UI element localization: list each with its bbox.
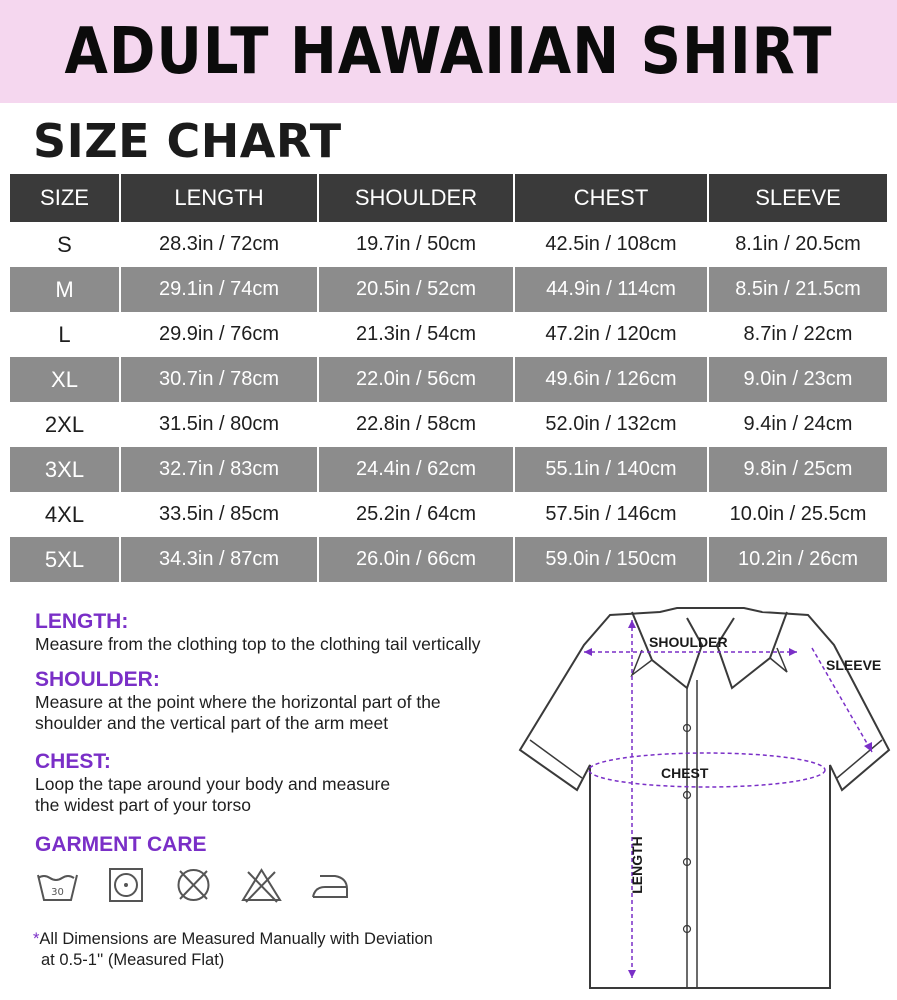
table-row bbox=[10, 492, 887, 537]
shoulder-cell: 22.8in / 58cm bbox=[319, 402, 515, 447]
length-cell: 28.3in / 72cm bbox=[121, 222, 319, 267]
shoulder-cell: 26.0in / 66cm bbox=[319, 537, 515, 582]
garment-care-title: GARMENT CARE bbox=[35, 833, 207, 856]
length-cell: 30.7in / 78cm bbox=[121, 357, 319, 402]
size-cell: XL bbox=[10, 357, 121, 402]
shoulder-cell: 20.5in / 52cm bbox=[319, 267, 515, 312]
sleeve-cell: 10.0in / 25.5cm bbox=[729, 503, 867, 525]
column-header-sleeve: SLEEVE bbox=[755, 185, 841, 210]
size-cell: L bbox=[10, 312, 121, 357]
size-chart-heading: SIZE CHART bbox=[33, 114, 342, 168]
size-cell: S bbox=[10, 222, 121, 267]
diagram-label-chest: CHEST bbox=[661, 765, 709, 781]
shoulder-cell: 22.0in / 56cm bbox=[319, 357, 515, 402]
shoulder-text-line2: shoulder and the vertical part of the arm meet bbox=[35, 713, 389, 733]
note-line2: at 0.5-1'' (Measured Flat) bbox=[41, 951, 225, 969]
size-cell: 2XL bbox=[10, 402, 121, 447]
page-title: ADULT HAWAIIAN SHIRT bbox=[64, 14, 833, 89]
table-row bbox=[10, 312, 887, 357]
length-cell: 32.7in / 83cm bbox=[121, 447, 319, 492]
length-cell: 33.5in / 85cm bbox=[121, 492, 319, 537]
sleeve-cell: 8.5in / 21.5cm bbox=[735, 278, 861, 300]
tumble-dry-icon bbox=[103, 866, 148, 904]
wash-30-icon bbox=[35, 866, 80, 904]
table-row bbox=[10, 402, 887, 447]
size-cell: 4XL bbox=[10, 492, 121, 537]
no-wring-icon bbox=[171, 866, 216, 904]
no-bleach-icon bbox=[239, 866, 284, 904]
diagram-label-length: LENGTH bbox=[628, 836, 645, 894]
shirt-diagram bbox=[512, 600, 897, 1000]
length-cell: 29.1in / 74cm bbox=[121, 267, 319, 312]
shoulder-text-line1: Measure at the point where the horizontal part of the bbox=[35, 692, 441, 712]
shoulder-definition bbox=[35, 668, 441, 734]
table-row bbox=[10, 537, 887, 582]
table-row bbox=[10, 222, 887, 267]
sleeve-cell: 8.7in / 22cm bbox=[743, 323, 853, 345]
iron-icon bbox=[307, 866, 352, 904]
column-header-chest: CHEST bbox=[515, 174, 709, 222]
size-table bbox=[10, 174, 887, 582]
diagram-label-shoulder: SHOULDER bbox=[649, 634, 728, 650]
chest-cell: 55.1in / 140cm bbox=[515, 447, 709, 492]
length-title: LENGTH: bbox=[35, 610, 129, 633]
length-cell: 29.9in / 76cm bbox=[121, 312, 319, 357]
note-asterisk: * bbox=[33, 930, 40, 948]
table-row bbox=[10, 267, 887, 312]
length-text: Measure from the clothing top to the clothing tail vertically bbox=[35, 634, 481, 654]
measurement-note bbox=[33, 929, 433, 971]
chest-cell: 44.9in / 114cm bbox=[515, 267, 709, 312]
chest-cell: 42.5in / 108cm bbox=[515, 222, 709, 267]
table-row bbox=[10, 447, 887, 492]
chest-text-line1: Loop the tape around your body and measure bbox=[35, 774, 391, 794]
chest-cell: 47.2in / 120cm bbox=[515, 312, 709, 357]
chest-cell: 57.5in / 146cm bbox=[515, 492, 709, 537]
title-banner bbox=[0, 0, 897, 103]
size-cell: 5XL bbox=[10, 537, 121, 582]
chest-cell: 52.0in / 132cm bbox=[515, 402, 709, 447]
column-header-shoulder: SHOULDER bbox=[319, 174, 515, 222]
sleeve-cell: 9.4in / 24cm bbox=[743, 413, 853, 435]
garment-care-heading-wrap bbox=[35, 833, 207, 857]
care-icons-row bbox=[35, 866, 352, 904]
chest-title: CHEST: bbox=[35, 750, 111, 773]
shoulder-title: SHOULDER: bbox=[35, 668, 160, 691]
chest-definition bbox=[35, 750, 390, 816]
length-cell: 34.3in / 87cm bbox=[121, 537, 319, 582]
length-cell: 31.5in / 80cm bbox=[121, 402, 319, 447]
sleeve-cell: 10.2in / 26cm bbox=[737, 548, 859, 570]
sleeve-cell: 9.8in / 25cm bbox=[743, 458, 853, 480]
shoulder-cell: 19.7in / 50cm bbox=[319, 222, 515, 267]
length-definition bbox=[35, 610, 481, 655]
size-cell: 3XL bbox=[10, 447, 121, 492]
size-cell: M bbox=[10, 267, 121, 312]
column-header-size: SIZE bbox=[10, 174, 121, 222]
column-header-length: LENGTH bbox=[121, 174, 319, 222]
note-line1: All Dimensions are Measured Manually with Deviation bbox=[39, 930, 433, 948]
table-row bbox=[10, 357, 887, 402]
sleeve-cell: 8.1in / 20.5cm bbox=[735, 233, 861, 255]
chest-cell: 59.0in / 150cm bbox=[515, 537, 709, 582]
chest-text-line2: the widest part of your torso bbox=[35, 795, 251, 815]
table-header-row bbox=[10, 174, 887, 222]
shoulder-cell: 21.3in / 54cm bbox=[319, 312, 515, 357]
sleeve-cell: 9.0in / 23cm bbox=[743, 368, 853, 390]
svg-text:30: 30 bbox=[51, 887, 64, 898]
chest-cell: 49.6in / 126cm bbox=[515, 357, 709, 402]
shoulder-cell: 25.2in / 64cm bbox=[319, 492, 515, 537]
diagram-label-sleeve: SLEEVE bbox=[826, 657, 882, 673]
shoulder-cell: 24.4in / 62cm bbox=[319, 447, 515, 492]
